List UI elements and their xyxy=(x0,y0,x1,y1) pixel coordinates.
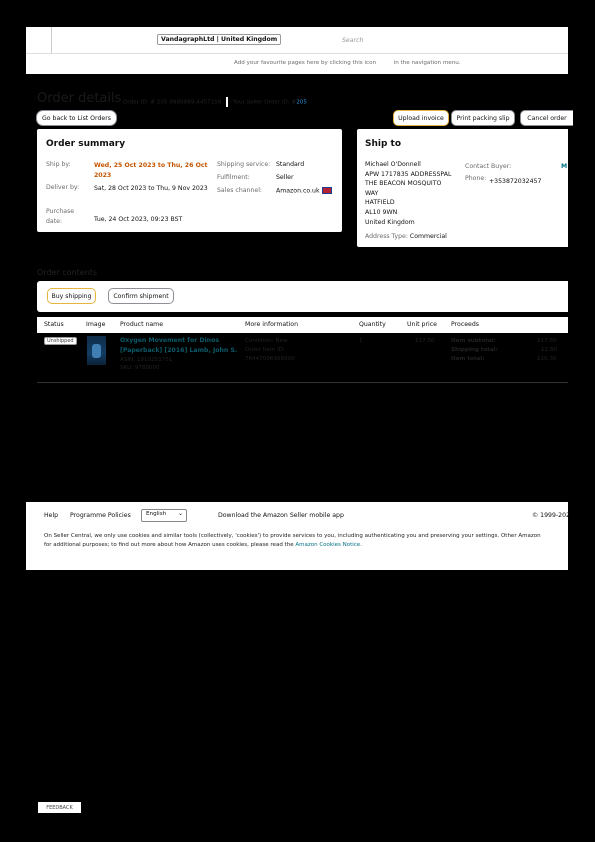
item-unit-price: £17.50 xyxy=(415,338,435,344)
cookie-text: On Seller Central, we only use cookies and similar tools (collectively, 'cookies') to provide services to you, including authenticating you and preserving your settings. Other Amazon xyxy=(44,533,541,539)
contact-buyer-label: Contact Buyer: xyxy=(465,163,512,170)
purchase-date-label: Purchase date: xyxy=(46,208,75,225)
favourites-hint-text: Add your favourite pages here by clicking this icon xyxy=(234,60,377,66)
copyright: © 1999-202 xyxy=(532,512,570,519)
address-line: HATFIELD xyxy=(365,199,395,207)
shipping-total-value: £2.80 xyxy=(541,347,558,353)
favourites-hint-suffix: in the navigation menu. xyxy=(393,60,461,66)
product-name-link-line2[interactable]: [Paperback] [2016] Lamb, John S. xyxy=(120,347,238,354)
shipping-service-value: Standard xyxy=(276,161,305,168)
shipping-total-label: Shipping total: xyxy=(451,347,498,353)
cookie-notice-link[interactable]: Amazon Cookies Notice xyxy=(295,542,361,548)
order-id-label: Order ID: # 205-9980889-4457158 xyxy=(123,99,222,106)
deliver-by-label: Deliver by: xyxy=(46,184,80,191)
fulfilment-value: Seller xyxy=(276,174,294,181)
product-sku: SKU: 9780000 xyxy=(120,365,160,371)
address-line: United Kingdom xyxy=(365,218,415,226)
ship-to-card xyxy=(357,129,568,247)
buy-shipping-button[interactable]: Buy shipping xyxy=(47,288,96,304)
column-header-image: Image xyxy=(86,321,106,328)
phone-value: +353872032457 xyxy=(489,178,542,185)
programme-policies-link[interactable]: Programme Policies xyxy=(70,512,131,519)
top-nav-bar xyxy=(26,27,568,54)
help-link[interactable]: Help xyxy=(44,512,59,519)
column-header-product-name: Product name xyxy=(120,321,164,328)
search-input[interactable]: Search xyxy=(342,37,364,44)
address-line: Michael O'Donnell xyxy=(365,161,421,168)
uk-flag-icon xyxy=(322,187,332,194)
favourites-bar xyxy=(26,54,568,74)
order-item-id-value: 76447096958900 xyxy=(245,356,295,362)
ship-to-heading: Ship to xyxy=(365,139,402,149)
download-app-link[interactable]: Download the Amazon Seller mobile app xyxy=(218,512,344,519)
book-cover-figure xyxy=(92,344,101,358)
address-line: APW 1717835 ADDRESSPAL xyxy=(365,170,452,178)
footer xyxy=(26,502,568,570)
phone-label: Phone: xyxy=(465,175,487,182)
sales-channel-text: Amazon.co.uk xyxy=(276,187,320,195)
ship-to-address xyxy=(365,160,451,227)
item-quantity: 1 xyxy=(359,338,363,344)
print-packing-slip-button[interactable]: Print packing slip xyxy=(451,110,515,126)
order-summary-card xyxy=(37,129,342,232)
address-line: AL10 9WN xyxy=(365,208,398,216)
shipping-actions-bar xyxy=(37,281,568,312)
address-line: WAY xyxy=(365,189,379,197)
shipping-service-label: Shipping service: xyxy=(217,161,271,168)
feedback-button[interactable]: FEEDBACK xyxy=(38,802,81,813)
back-to-orders-button[interactable]: Go back to List Orders xyxy=(36,110,117,126)
item-subtotal-label: Item subtotal: xyxy=(451,338,496,344)
order-id xyxy=(123,97,307,107)
seller-order-id-link[interactable]: 205 xyxy=(296,99,307,106)
favourites-hint xyxy=(234,60,461,66)
row-divider xyxy=(37,382,568,383)
status-badge: Unshipped xyxy=(44,337,77,345)
account-label: VandagraphLtd | United Kingdom xyxy=(161,36,278,43)
address-type-label: Address Type: xyxy=(365,233,408,240)
column-header-more-information: More information xyxy=(245,321,299,328)
ship-by-label: Ship by: xyxy=(46,161,71,168)
account-switcher[interactable] xyxy=(157,34,281,45)
table-row xyxy=(37,334,568,374)
seller-order-id: Your Seller Order ID: # xyxy=(232,99,297,106)
column-header-status: Status xyxy=(44,321,64,328)
address-type xyxy=(365,233,447,240)
order-id-divider xyxy=(226,97,228,107)
product-image[interactable] xyxy=(87,336,106,365)
purchase-date-value: Tue, 24 Oct 2023, 09:23 BST xyxy=(94,216,183,223)
item-total-label: Item total: xyxy=(451,356,485,362)
order-table-header xyxy=(37,317,568,333)
product-asin: ASIN: 1910251751 xyxy=(120,357,173,363)
item-total-value: £20.30 xyxy=(537,356,557,362)
cancel-order-button[interactable]: Cancel order xyxy=(520,110,573,126)
item-condition: Condition: New xyxy=(245,338,288,344)
language-value: English xyxy=(146,511,167,517)
menu-divider xyxy=(51,27,52,53)
deliver-by-value: Sat, 28 Oct 2023 to Thu, 9 Nov 2023 xyxy=(94,185,208,192)
upload-invoice-button[interactable]: Upload invoice xyxy=(393,110,449,126)
language-select[interactable] xyxy=(141,509,187,522)
cookie-text-2: for additional purposes; to find out more about how Amazon uses cookies, please read the Amazon Cookies Notice. xyxy=(44,542,362,548)
page-title: Order details xyxy=(37,91,122,106)
contact-buyer-link[interactable]: M xyxy=(561,163,568,170)
column-header-quantity: Quantity xyxy=(359,321,386,328)
address-line: THE BEACON MOSQUITO xyxy=(365,180,442,188)
sales-channel-label: Sales channel: xyxy=(217,187,263,194)
column-header-unit-price: Unit price xyxy=(407,321,437,328)
item-subtotal-value: £17.50 xyxy=(537,338,557,344)
address-type-value: Commercial xyxy=(409,233,447,240)
confirm-shipment-button[interactable]: Confirm shipment xyxy=(108,288,174,304)
order-item-id-label: Order Item ID: xyxy=(245,347,286,353)
order-summary-heading: Order summary xyxy=(46,139,126,149)
sales-channel-value xyxy=(276,187,332,195)
fulfilment-label: Fulfilment: xyxy=(217,174,250,181)
column-header-proceeds: Proceeds xyxy=(451,321,479,328)
order-contents-heading: Order contents xyxy=(37,268,98,277)
chevron-down-icon: ⌄ xyxy=(177,510,183,517)
ship-by-value: Wed, 25 Oct 2023 to Thu, 26 Oct 2023 xyxy=(94,162,208,179)
product-name-link[interactable]: Oxygen Movement for Dinos xyxy=(120,337,220,344)
cookie-notice xyxy=(44,532,541,550)
cookie-text-2-body: for additional purposes; to find out more about how Amazon uses cookies, please read the xyxy=(44,542,294,548)
